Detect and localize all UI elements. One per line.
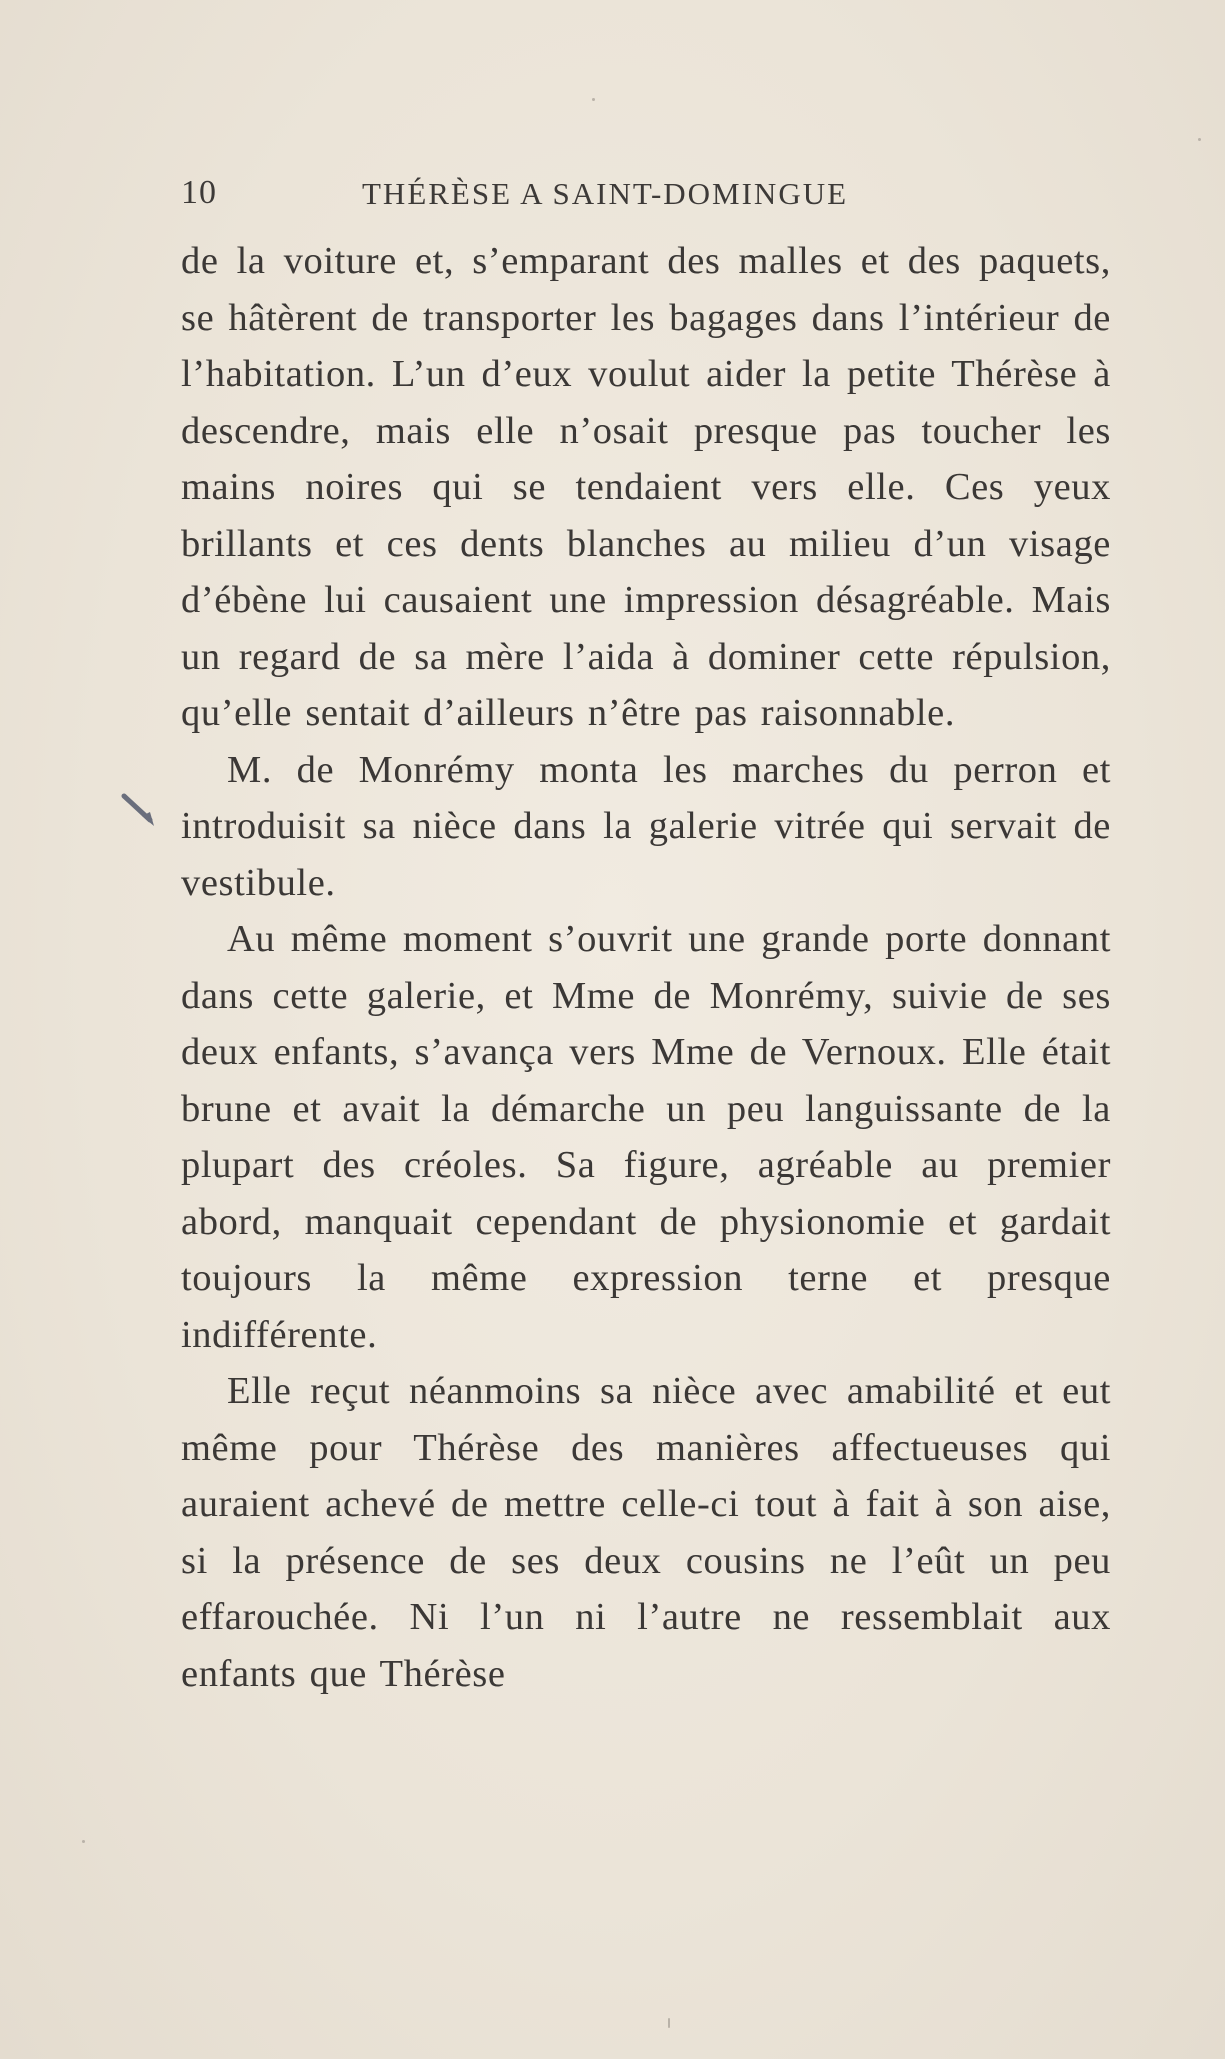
- paragraph-1: de la voiture et, s’emparant des malles et des paquets, se hâtèrent de transporter les bagages dans l’intérieur de l’habitation. L’un d’eux voulut aider la petite Thérèse à descendre, mais elle n’osait presque pas toucher les mains noires qui se tendaient vers elle. Ces yeux brillants et ces dents blanches au milieu d’un visage d’ébène lui causaient une impression désagréable. Mais un regard de sa mère l’aida à dominer cette répulsion, qu’elle sentait d’ailleurs n’être pas raisonnable.: [181, 240, 1111, 734]
- page-header: [181, 168, 1116, 218]
- body-text: [181, 233, 1111, 1702]
- paper-speck: [668, 2018, 670, 2028]
- page-number: 10: [181, 174, 217, 211]
- paragraph-4: Elle reçut néanmoins sa nièce avec amabilité et eut même pour Thérèse des manières affectueuses qui auraient achevé de mettre celle-ci tout à fait à son aise, si la présence de ses deux cousins ne l’eût un peu effarouchée. Ni l’un ni l’autre ne ressemblait aux enfants que Thérèse: [181, 1370, 1111, 1695]
- paragraph-2: M. de Monrémy monta les marches du perron et introduisit sa nièce dans la galerie vitrée qui servait de vestibule.: [181, 748, 1111, 904]
- pencil-mark-icon: [120, 790, 162, 832]
- paper-speck: [82, 1840, 85, 1843]
- paper-speck: [1198, 138, 1201, 141]
- paper-speck: [592, 98, 595, 101]
- running-title: THÉRÈSE A SAINT-DOMINGUE: [362, 176, 849, 211]
- paragraph-3: Au même moment s’ouvrit une grande porte donnant dans cette galerie, et Mme de Monrémy, suivie de ses deux enfants, s’avança vers Mme de Vernoux. Elle était brune et avait la démarche un peu languissante de la plupart des créoles. Sa figure, agréable au premier abord, manquait cependant de physionomie et gardait toujours la même expression terne et presque indifférente.: [181, 918, 1111, 1356]
